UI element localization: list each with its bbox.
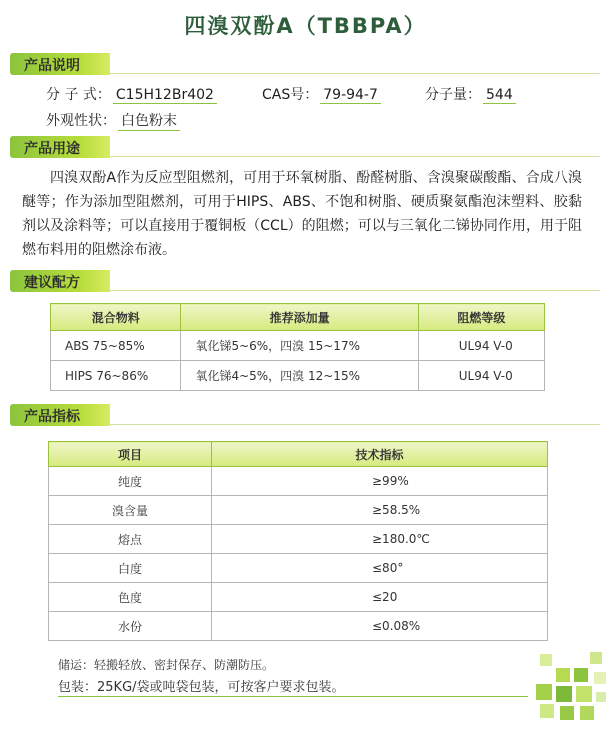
table-cell: ≤80° (212, 554, 548, 583)
section-title: 建议配方 (24, 275, 80, 291)
usage-paragraph: 四溴双酚A作为反应型阻燃剂，可用于环氧树脂、酚醛树脂、含溴聚碳酸酯、合成八溴醚等；作为添加型阻燃剂，可用于HIPS、ABS、不饱和树脂、硬质聚氨酯泡沫塑料、胶黏剂以及涂料等；可以直接用于覆铜板（CCL）的阻燃；可以与三氧化二锑协同作用，用于阻燃布料用的阻燃涂布液。 (22, 170, 582, 258)
appearance-row (46, 110, 180, 131)
table-header-cell: 混合物料 (51, 304, 181, 331)
table-cell: ≥180.0℃ (212, 525, 548, 554)
table-row (49, 583, 548, 612)
table-cell: ≥58.5% (212, 496, 548, 525)
table-cell: ≥99% (212, 467, 548, 496)
table-cell: 氧化锑5~6%，四溴 15~17% (181, 331, 418, 361)
section-header-usage (10, 136, 600, 158)
table-header-cell: 项目 (49, 442, 212, 467)
appearance-value: 白色粉末 (118, 110, 180, 131)
table-header-cell: 阻燃等级 (418, 304, 544, 331)
table-cell: 氧化锑4~5%，四溴 12~15% (181, 361, 418, 391)
section-header-formula (10, 270, 600, 292)
molecular-weight-label: 分子量： (425, 87, 481, 103)
table-cell: 溴含量 (49, 496, 212, 525)
formula-table (50, 303, 545, 391)
molecular-formula-label: 分 子 式： (46, 87, 111, 103)
section-header-spec (10, 404, 600, 426)
table-cell: UL94 V-0 (418, 361, 544, 391)
molecular-formula-value: C15H12Br402 (113, 87, 217, 104)
table-cell: UL94 V-0 (418, 331, 544, 361)
storage-note: 储运：轻搬轻放、密封保存、防潮防压。 (58, 658, 275, 672)
molecular-weight-row (425, 84, 516, 104)
spec-table (48, 441, 548, 641)
table-row (49, 554, 548, 583)
section-title: 产品说明 (24, 58, 80, 74)
cas-value: 79-94-7 (320, 87, 381, 104)
table-row (49, 496, 548, 525)
table-cell: 纯度 (49, 467, 212, 496)
table-cell: ≤0.08% (212, 612, 548, 641)
table-row (51, 331, 545, 361)
section-title: 产品指标 (24, 409, 80, 425)
table-row (51, 361, 545, 391)
table-header-row (51, 304, 545, 331)
divider (58, 696, 528, 697)
molecular-weight-value: 544 (483, 87, 516, 104)
table-header-cell: 技术指标 (212, 442, 548, 467)
molecular-formula-row (46, 84, 217, 104)
table-cell: 水份 (49, 612, 212, 641)
table-header-cell: 推荐添加量 (181, 304, 418, 331)
table-cell: ≤20 (212, 583, 548, 612)
table-cell: 熔点 (49, 525, 212, 554)
cas-row (262, 84, 381, 104)
table-row (49, 467, 548, 496)
table-cell: 色度 (49, 583, 212, 612)
section-title: 产品用途 (24, 141, 80, 157)
table-cell: HIPS 76~86% (51, 361, 181, 391)
table-row (49, 525, 548, 554)
table-row (49, 612, 548, 641)
table-cell: ABS 75~85% (51, 331, 181, 361)
cas-label: CAS号： (262, 87, 319, 103)
appearance-label: 外观性状： (46, 113, 116, 129)
page-title: 四溴双酚A（TBBPA） (184, 14, 427, 38)
table-cell: 白度 (49, 554, 212, 583)
packing-note: 包装：25KG/袋或吨袋包装，可按客户要求包装。 (58, 680, 345, 695)
table-header-row (49, 442, 548, 467)
section-header-description (10, 53, 600, 75)
